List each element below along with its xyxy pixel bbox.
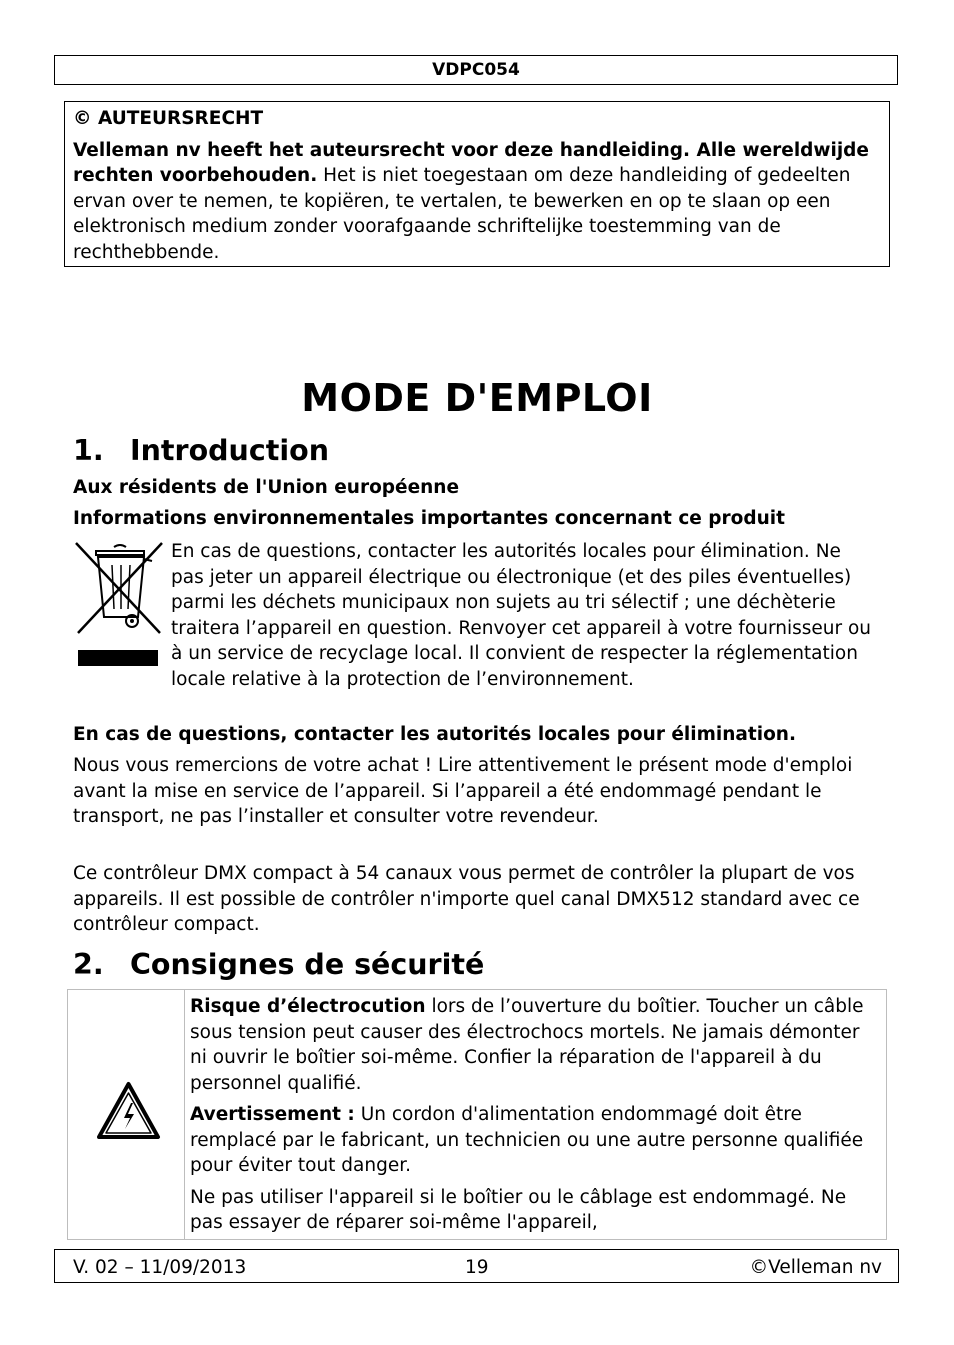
- section-number: 2.: [73, 948, 104, 981]
- intro-paragraph: Nous vous remercions de votre achat ! Lire attentivement le présent mode d'emploi avant la mise en service de l’appareil. Si l’appareil a été endommagé pendant le transport, ne pas l’installer et consulter votre revendeur.: [73, 755, 853, 827]
- safety-item-text: lors de l’ouverture du boîtier. Toucher un câble sous tension peut causer des électrochocs mortels. Ne jamais démonter ni ouvrir le boîtier soi-même. Confier la réparation de l'appareil à du personnel qualifié.: [190, 996, 864, 1094]
- section-heading-introduction: [73, 434, 329, 467]
- safety-text-cell: [190, 994, 882, 1240]
- copyright-bold-text: Velleman nv heeft het auteursrecht voor deze handleiding. Alle wereldwijde rechten voorbehouden.: [73, 139, 869, 186]
- footer-page-number: 19: [465, 1257, 489, 1278]
- safety-item-electrocution: [190, 994, 882, 1096]
- page-title: MODE D'EMPLOI: [301, 376, 653, 420]
- subheading-eu-residents: Aux résidents de l'Union européenne: [73, 477, 460, 498]
- weee-disposal-paragraph: En cas de questions, contacter les autorités locales pour élimination. Ne pas jeter un appareil électrique ou électronique (et des piles éventuelles) parmi les déchets municipaux non sujets au tri sélectif ; une déchèterie traitera l’appareil en question. Renvoyer cet appareil à votre fournisseur ou à un service de recyclage local. Il convient de respecter la réglementation locale relative à la protection de l’environnement.: [171, 541, 872, 690]
- section-heading-safety: [73, 948, 484, 981]
- electric-shock-warning-icon: [96, 1081, 161, 1141]
- section-title: Consignes de sécurité: [130, 948, 485, 981]
- section-number: 1.: [73, 434, 104, 467]
- safety-icon-cell: [68, 990, 185, 1239]
- section-title: Introduction: [130, 434, 329, 467]
- footer-copyright: ©Velleman nv: [749, 1257, 882, 1278]
- page-header: [54, 55, 898, 85]
- safety-item-text: Un cordon d'alimentation endommagé doit être remplacé par le fabricant, un technicien ou une autre personne qualifiée pour éviter tout danger.: [190, 1104, 864, 1176]
- safety-item-bold: Risque d’électrocution: [190, 996, 426, 1017]
- safety-item-warning: [190, 1102, 882, 1179]
- copyright-notice: [64, 101, 890, 267]
- page-footer: [54, 1249, 899, 1283]
- product-description: Ce contrôleur DMX compact à 54 canaux vous permet de contrôler la plupart de vos appareils. Il est possible de contrôler n'importe quel canal DMX512 standard avec ce contrôleur compact.: [73, 863, 860, 935]
- safety-item-bold: Avertissement :: [190, 1104, 355, 1125]
- subheading-environment: Informations environnementales importantes concernant ce produit: [73, 508, 785, 529]
- model-number: VDPC054: [432, 60, 520, 80]
- copyright-body: [73, 138, 881, 266]
- weee-disposal-text: [73, 539, 878, 692]
- footer-version: V. 02 – 11/09/2013: [73, 1257, 247, 1278]
- safety-table: [67, 989, 887, 1240]
- safety-item-damage: Ne pas utiliser l'appareil si le boîtier ou le câblage est endommagé. Ne pas essayer de réparer soi-même l'appareil,: [190, 1186, 847, 1233]
- copyright-text: Het is niet toegestaan om deze handleiding of gedeelten ervan over te nemen, te kopiëren, te vertalen, te bewerken en op te slaan op een elektronisch medium zonder voorafgaande schriftelijke toestemming van de rechthebbende.: [73, 165, 851, 263]
- copyright-title: © AUTEURSRECHT: [73, 108, 264, 129]
- disposal-note: En cas de questions, contacter les autorités locales pour élimination.: [73, 724, 796, 745]
